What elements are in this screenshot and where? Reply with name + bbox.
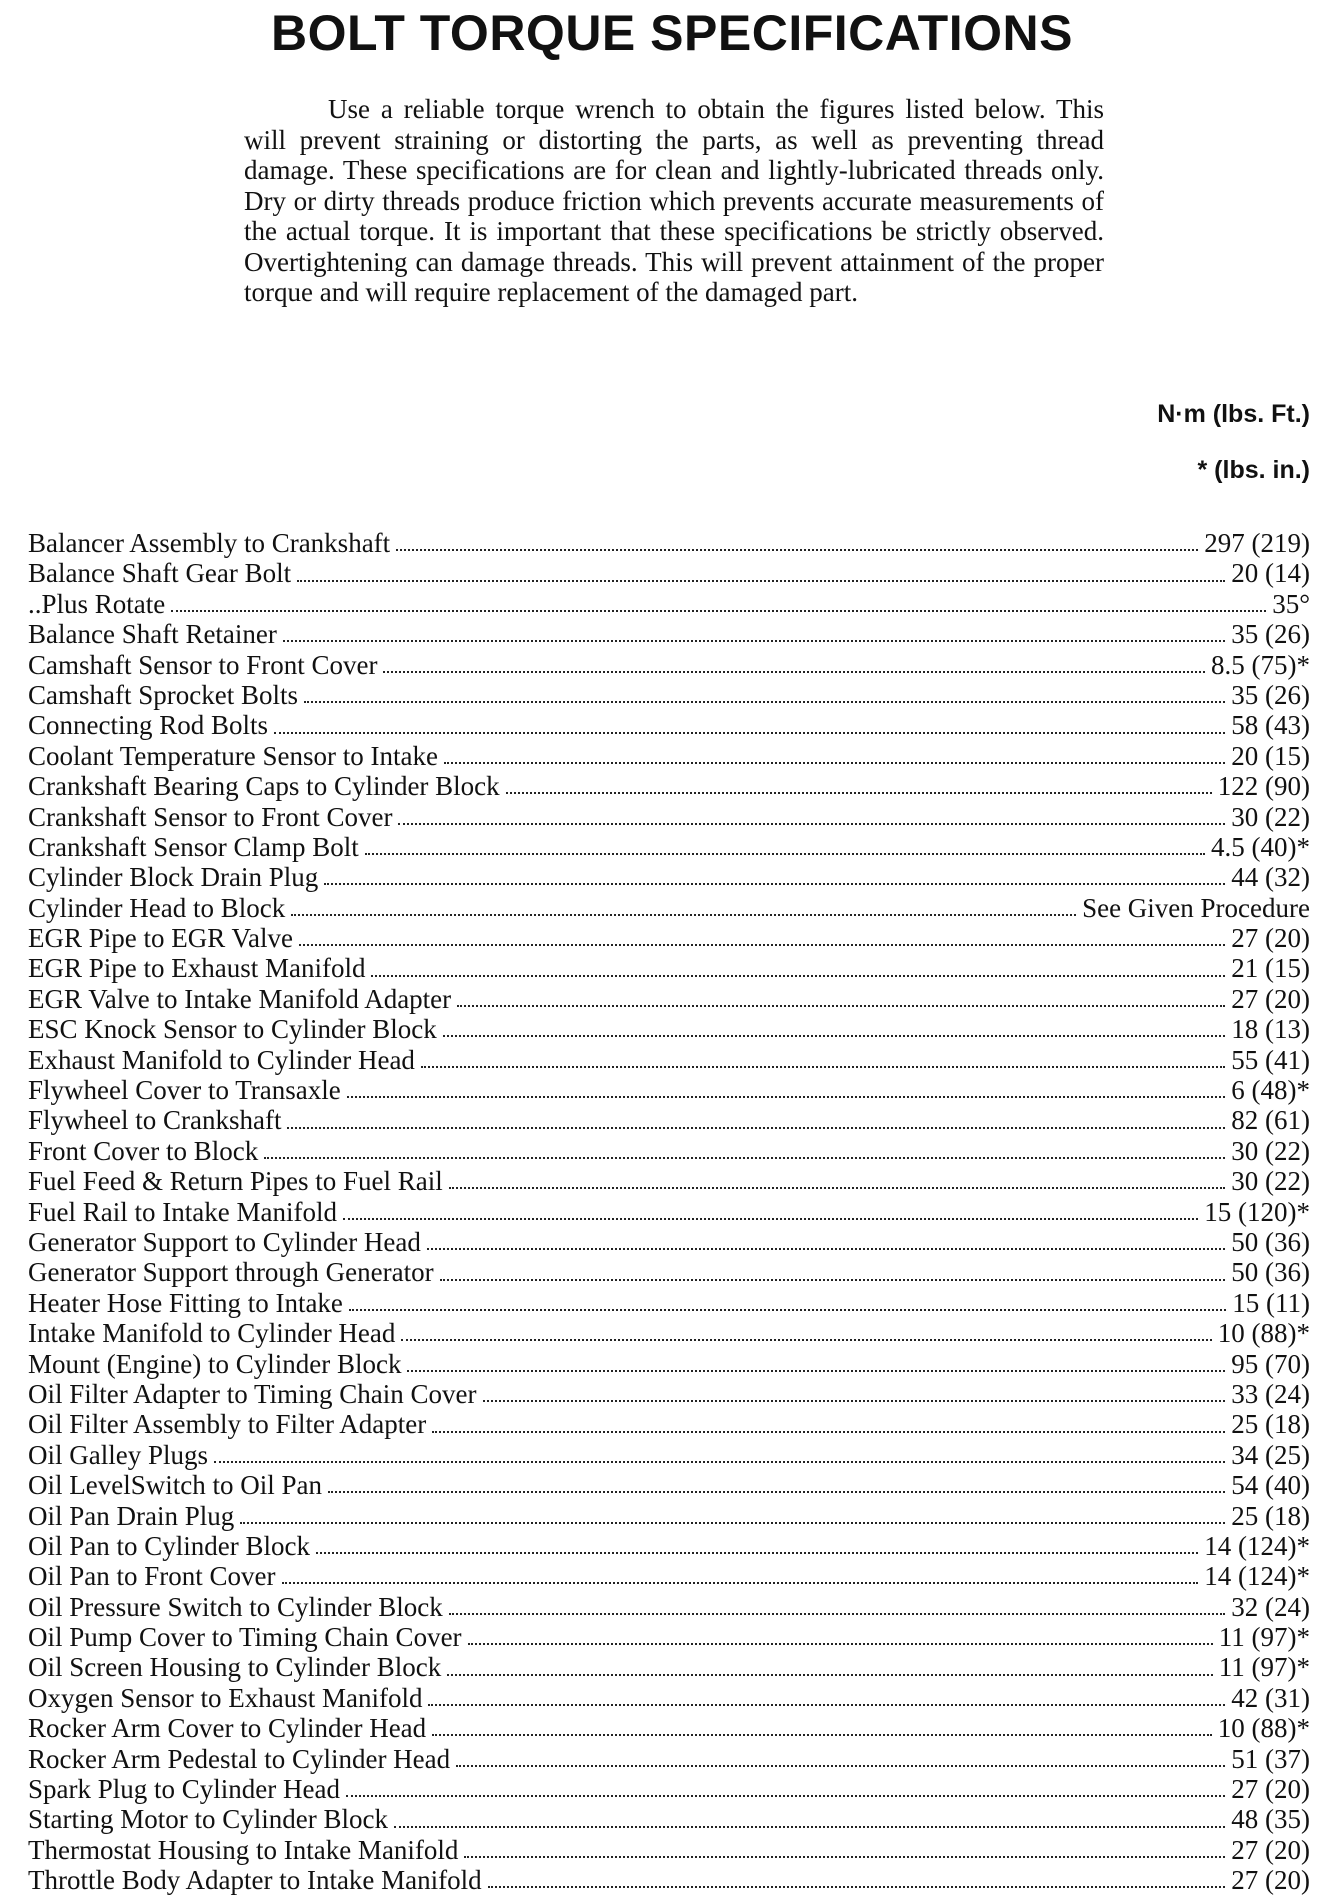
spec-row: [28, 1014, 1310, 1044]
dot-leader: [349, 1309, 1226, 1311]
spec-component-name: Oil Galley Plugs: [28, 1439, 208, 1470]
units-primary-label: N·m (lbs. Ft.): [1157, 400, 1310, 428]
spec-row: [28, 1227, 1310, 1257]
spec-row: [28, 1531, 1310, 1561]
dot-leader: [383, 671, 1205, 673]
spec-torque-value: 50 (36): [1231, 1257, 1310, 1288]
spec-row: [28, 1561, 1310, 1591]
spec-row: [28, 680, 1310, 710]
page-title: BOLT TORQUE SPECIFICATIONS: [271, 5, 1073, 61]
dot-leader: [483, 1400, 1226, 1402]
spec-component-name: Rocker Arm Cover to Cylinder Head: [28, 1713, 427, 1744]
dot-leader: [506, 792, 1212, 794]
spec-row: [28, 771, 1310, 801]
spec-row: [28, 1470, 1310, 1500]
spec-torque-value: 42 (31): [1231, 1682, 1310, 1713]
spec-component-name: Crankshaft Bearing Caps to Cylinder Block: [28, 771, 500, 802]
spec-torque-value: 35 (26): [1231, 679, 1310, 710]
dot-leader: [328, 1491, 1225, 1493]
spec-row: [28, 741, 1310, 771]
spec-component-name: Oil Screen Housing to Cylinder Block: [28, 1652, 442, 1683]
spec-torque-value: 20 (15): [1231, 740, 1310, 771]
spec-torque-value: 122 (90): [1217, 771, 1310, 802]
spec-torque-value: 48 (35): [1231, 1804, 1310, 1835]
spec-row: [28, 923, 1310, 953]
spec-torque-value: 54 (40): [1231, 1470, 1310, 1501]
spec-component-name: Crankshaft Sensor Clamp Bolt: [28, 831, 359, 862]
dot-leader: [432, 1431, 1225, 1433]
spec-row: [28, 1804, 1310, 1834]
spec-torque-value: 297 (219): [1204, 528, 1310, 558]
spec-torque-value: 27 (20): [1231, 983, 1310, 1014]
spec-component-name: ESC Knock Sensor to Cylinder Block: [28, 1014, 437, 1045]
spec-row: [28, 1045, 1310, 1075]
spec-row: [28, 1257, 1310, 1287]
spec-torque-value: 10 (88)*: [1217, 1713, 1310, 1744]
spec-torque-value: 82 (61): [1231, 1105, 1310, 1136]
spec-torque-value: See Given Procedure: [1082, 892, 1310, 923]
spec-row: [28, 984, 1310, 1014]
dot-leader: [443, 1035, 1226, 1037]
spec-torque-value: 25 (18): [1231, 1409, 1310, 1440]
spec-torque-value: 30 (22): [1231, 1166, 1310, 1197]
dot-leader: [365, 853, 1205, 855]
spec-component-name: Oil Filter Adapter to Timing Chain Cover: [28, 1378, 477, 1409]
spec-row: [28, 862, 1310, 892]
spec-torque-value: 20 (14): [1231, 558, 1310, 589]
spec-component-name: Oil Pan Drain Plug: [28, 1500, 235, 1531]
spec-torque-value: 44 (32): [1231, 862, 1310, 893]
spec-row: [28, 528, 1310, 558]
intro-paragraph: [244, 94, 1104, 308]
spec-component-name: EGR Pipe to Exhaust Manifold: [28, 953, 366, 984]
spec-component-name: EGR Pipe to EGR Valve: [28, 923, 293, 954]
dot-leader: [432, 1734, 1212, 1736]
spec-component-name: Balance Shaft Gear Bolt: [28, 558, 292, 589]
spec-component-name: Camshaft Sensor to Front Cover: [28, 649, 378, 680]
dot-leader: [449, 1187, 1226, 1189]
spec-row: [28, 1865, 1310, 1895]
dot-leader: [371, 975, 1225, 977]
spec-torque-value: 10 (88)*: [1217, 1318, 1310, 1349]
spec-torque-value: 18 (13): [1231, 1014, 1310, 1045]
dot-leader: [264, 1157, 1225, 1159]
dot-leader: [407, 1370, 1225, 1372]
intro-text: Use a reliable torque wrench to obtain the figures listed below. This will prevent straining or distorting the parts, as well as preventing thread damage. These specifications are for clean and lightly-lubricated threads only. Dry or dirty threads produce friction which prevents accurate measurements of the actual torque. It is important that these specifications be strictly observed. Overtightening can damage threads. This will prevent attainment of the proper torque and will require replacement of the damaged part.: [244, 94, 1104, 307]
spec-component-name: Camshaft Sprocket Bolts: [28, 679, 298, 710]
spec-torque-value: 21 (15): [1231, 953, 1310, 984]
dot-leader: [421, 1066, 1225, 1068]
spec-row: [28, 1622, 1310, 1652]
spec-component-name: Oil LevelSwitch to Oil Pan: [28, 1470, 322, 1501]
spec-row: [28, 1683, 1310, 1713]
dot-leader: [444, 762, 1225, 764]
spec-component-name: ..Plus Rotate: [28, 588, 166, 619]
spec-torque-value: 25 (18): [1231, 1500, 1310, 1531]
spec-torque-value: 11 (97)*: [1218, 1652, 1310, 1683]
spec-row: [28, 1440, 1310, 1470]
dot-leader: [240, 1522, 1225, 1524]
spec-component-name: Starting Motor to Cylinder Block: [28, 1804, 388, 1835]
spec-row: [28, 589, 1310, 619]
dot-leader: [214, 1461, 1225, 1463]
spec-row: [28, 1105, 1310, 1135]
spec-torque-value: 27 (20): [1231, 1834, 1310, 1865]
spec-component-name: Oil Pump Cover to Timing Chain Cover: [28, 1622, 462, 1653]
dot-leader: [324, 883, 1225, 885]
spec-component-name: Coolant Temperature Sensor to Intake: [28, 740, 438, 771]
spec-component-name: Generator Support to Cylinder Head: [28, 1226, 421, 1257]
spec-row: [28, 1744, 1310, 1774]
spec-row: [28, 1166, 1310, 1196]
units-secondary-label: * (lbs. in.): [1197, 456, 1310, 484]
dot-leader: [287, 1127, 1225, 1129]
spec-torque-value: 50 (36): [1231, 1226, 1310, 1257]
dot-leader: [394, 1826, 1225, 1828]
spec-row: [28, 1136, 1310, 1166]
spec-torque-value: 33 (24): [1231, 1378, 1310, 1409]
spec-component-name: Flywheel Cover to Transaxle: [28, 1075, 341, 1106]
spec-component-name: Cylinder Block Drain Plug: [28, 862, 319, 893]
dot-leader: [347, 1096, 1226, 1098]
spec-component-name: Heater Hose Fitting to Intake: [28, 1287, 343, 1318]
spec-torque-value: 30 (22): [1231, 801, 1310, 832]
spec-row: [28, 953, 1310, 983]
spec-component-name: Connecting Rod Bolts: [28, 710, 269, 741]
spec-row: [28, 1835, 1310, 1865]
spec-row: [28, 558, 1310, 588]
spec-component-name: Spark Plug to Cylinder Head: [28, 1774, 340, 1805]
spec-component-name: Oil Pan to Front Cover: [28, 1561, 276, 1592]
spec-row: [28, 1197, 1310, 1227]
spec-torque-value: 58 (43): [1231, 710, 1310, 741]
dot-leader: [283, 640, 1225, 642]
dot-leader: [401, 1339, 1211, 1341]
spec-component-name: Flywheel to Crankshaft: [28, 1105, 282, 1136]
spec-component-name: Mount (Engine) to Cylinder Block: [28, 1348, 402, 1379]
spec-torque-value: 15 (11): [1232, 1287, 1310, 1318]
dot-leader: [457, 1005, 1225, 1007]
dot-leader: [343, 1218, 1198, 1220]
spec-row: [28, 1349, 1310, 1379]
dot-leader: [291, 914, 1076, 916]
dot-leader: [282, 1582, 1199, 1584]
spec-torque-value: 55 (41): [1231, 1044, 1310, 1075]
spec-torque-value: 27 (20): [1231, 1865, 1310, 1896]
spec-component-name: Rocker Arm Pedestal to Cylinder Head: [28, 1743, 451, 1774]
spec-component-name: EGR Valve to Intake Manifold Adapter: [28, 983, 452, 1014]
dot-leader: [449, 1613, 1226, 1615]
dot-leader: [447, 1674, 1213, 1676]
spec-row: [28, 802, 1310, 832]
spec-torque-value: 35 (26): [1231, 619, 1310, 650]
dot-leader: [468, 1643, 1213, 1645]
spec-component-name: Thermostat Housing to Intake Manifold: [28, 1834, 459, 1865]
spec-torque-value: 51 (37): [1231, 1743, 1310, 1774]
spec-torque-value: 4.5 (40)*: [1211, 831, 1310, 862]
spec-component-name: Balance Shaft Retainer: [28, 619, 277, 650]
spec-component-name: Exhaust Manifold to Cylinder Head: [28, 1044, 415, 1075]
dot-leader: [346, 1795, 1225, 1797]
spec-torque-value: 27 (20): [1231, 1774, 1310, 1805]
spec-component-name: Cylinder Head to Block: [28, 892, 286, 923]
spec-component-name: Front Cover to Block: [28, 1135, 259, 1166]
dot-leader: [304, 701, 1225, 703]
dot-leader: [396, 549, 1198, 551]
dot-leader: [440, 1279, 1226, 1281]
dot-leader: [316, 1552, 1198, 1554]
spec-row: [28, 1774, 1310, 1804]
spec-row: [28, 1501, 1310, 1531]
spec-row: [28, 1713, 1310, 1743]
dot-leader: [398, 823, 1225, 825]
dot-leader: [488, 1886, 1226, 1888]
spec-torque-value: 95 (70): [1231, 1348, 1310, 1379]
spec-component-name: Oil Filter Assembly to Filter Adapter: [28, 1409, 427, 1440]
spec-component-name: Crankshaft Sensor to Front Cover: [28, 801, 393, 832]
spec-torque-value: 15 (120)*: [1204, 1196, 1310, 1227]
spec-row: [28, 1075, 1310, 1105]
spec-torque-value: 35°: [1272, 588, 1310, 619]
spec-component-name: Throttle Body Adapter to Intake Manifold: [28, 1865, 482, 1896]
dot-leader: [297, 580, 1225, 582]
spec-component-name: Fuel Feed & Return Pipes to Fuel Rail: [28, 1166, 443, 1197]
spec-torque-value: 27 (20): [1231, 923, 1310, 954]
spec-component-name: Oil Pressure Switch to Cylinder Block: [28, 1591, 443, 1622]
spec-row: [28, 710, 1310, 740]
spec-torque-value: 6 (48)*: [1231, 1075, 1310, 1106]
spec-component-name: Intake Manifold to Cylinder Head: [28, 1318, 396, 1349]
dot-leader: [274, 732, 1225, 734]
dot-leader: [299, 944, 1225, 946]
spec-row: [28, 1379, 1310, 1409]
torque-spec-list: [28, 528, 1310, 1896]
spec-row: [28, 1318, 1310, 1348]
dot-leader: [428, 1704, 1225, 1706]
spec-row: [28, 893, 1310, 923]
spec-row: [28, 1652, 1310, 1682]
dot-leader: [427, 1248, 1225, 1250]
dot-leader: [464, 1856, 1225, 1858]
spec-component-name: Oxygen Sensor to Exhaust Manifold: [28, 1682, 423, 1713]
spec-torque-value: 30 (22): [1231, 1135, 1310, 1166]
spec-torque-value: 8.5 (75)*: [1211, 649, 1310, 680]
spec-component-name: Balancer Assembly to Crankshaft: [28, 528, 391, 558]
spec-row: [28, 1409, 1310, 1439]
spec-component-name: Fuel Rail to Intake Manifold: [28, 1196, 337, 1227]
spec-component-name: Oil Pan to Cylinder Block: [28, 1530, 310, 1561]
dot-leader: [456, 1765, 1225, 1767]
spec-row: [28, 1288, 1310, 1318]
spec-torque-value: 14 (124)*: [1204, 1561, 1310, 1592]
spec-torque-value: 32 (24): [1231, 1591, 1310, 1622]
spec-torque-value: 34 (25): [1231, 1439, 1310, 1470]
spec-row: [28, 650, 1310, 680]
spec-row: [28, 832, 1310, 862]
spec-component-name: Generator Support through Generator: [28, 1257, 434, 1288]
spec-torque-value: 14 (124)*: [1204, 1530, 1310, 1561]
spec-row: [28, 619, 1310, 649]
spec-torque-value: 11 (97)*: [1218, 1622, 1310, 1653]
spec-row: [28, 1592, 1310, 1622]
dot-leader: [171, 610, 1266, 612]
